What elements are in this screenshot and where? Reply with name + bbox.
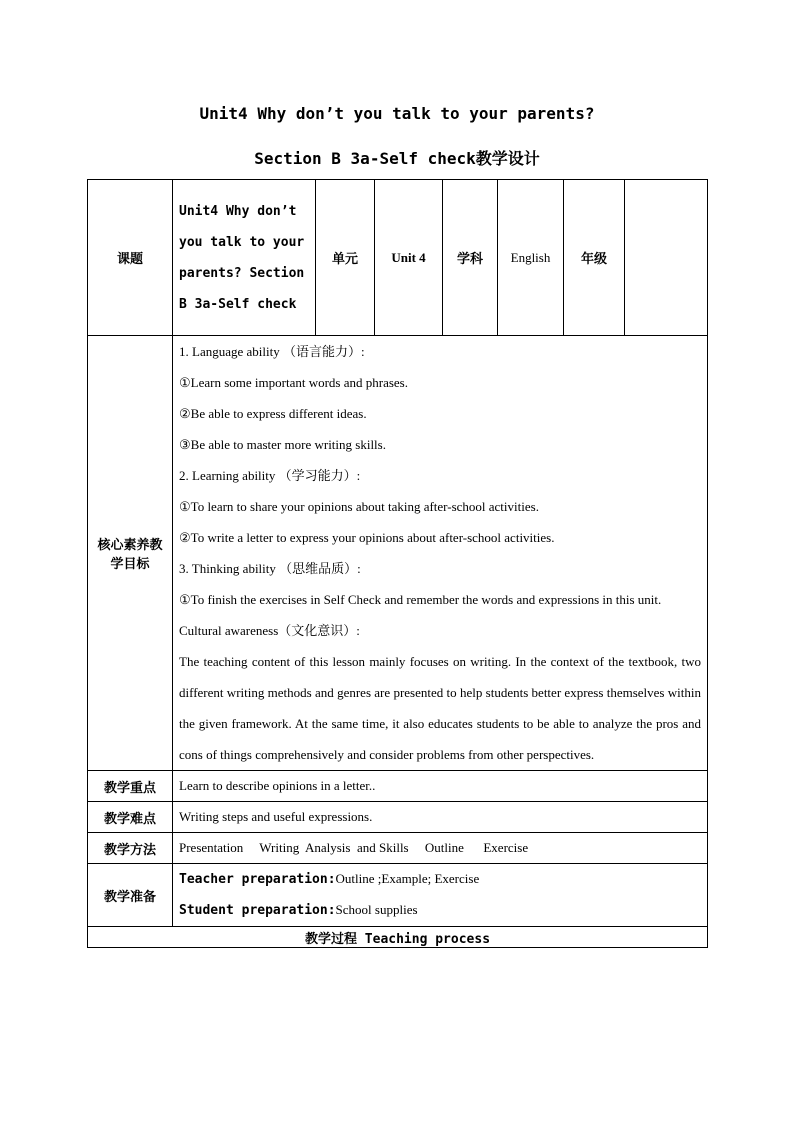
teacher-preparation-value: Outline ;Example; Exercise <box>335 871 480 886</box>
header-row <box>88 180 708 336</box>
teaching-process-title: 教学过程 Teaching process <box>88 927 708 948</box>
preparation-content <box>173 864 708 927</box>
key-points-value: Learn to describe opinions in a letter.. <box>173 771 708 802</box>
difficulties-row <box>88 802 708 833</box>
goal-line: ②Be able to express different ideas. <box>179 406 367 421</box>
student-preparation-label: Student preparation: <box>179 903 336 918</box>
methods-value: Presentation Writing Analysis and Skills Outline Exercise <box>173 833 708 864</box>
goal-line: 2. Learning ability （学习能力）: <box>179 468 361 483</box>
topic-value: Unit4 Why don’t you talk to your parents? Section B 3a-Self check <box>173 180 316 336</box>
difficulties-value: Writing steps and useful expressions. <box>173 802 708 833</box>
teacher-preparation-label: Teacher preparation: <box>179 872 336 887</box>
grade-value <box>625 180 708 336</box>
methods-row <box>88 833 708 864</box>
lesson-plan-table <box>87 179 708 948</box>
key-points-label: 教学重点 <box>88 771 173 802</box>
teacher-preparation <box>179 864 701 895</box>
goals-content <box>173 336 708 771</box>
goal-line: The teaching content of this lesson mainly focuses on writing. In the context of the textbook, two different writing methods and genres are presented to help students better express themselves within the given framework. At the same time, it also educates students to be able to analyze the pros and cons of things comprehensively and consider problems from other perspectives. <box>179 654 701 762</box>
goal-line: Cultural awareness（文化意识）: <box>179 623 360 638</box>
goals-row <box>88 336 708 771</box>
subject-label: 学科 <box>443 180 498 336</box>
student-preparation <box>179 895 701 926</box>
student-preparation-value: School supplies <box>335 902 418 917</box>
difficulties-label: 教学难点 <box>88 802 173 833</box>
preparation-label: 教学准备 <box>88 864 173 927</box>
goals-label: 核心素养教学目标 <box>88 336 173 771</box>
unit-value: Unit 4 <box>375 180 443 336</box>
goal-line: ②To write a letter to express your opinions about after-school activities. <box>179 530 555 545</box>
grade-label: 年级 <box>564 180 625 336</box>
goal-line: 3. Thinking ability （思维品质）: <box>179 561 361 576</box>
topic-label: 课题 <box>88 180 173 336</box>
key-points-row <box>88 771 708 802</box>
goal-line: ①Learn some important words and phrases. <box>179 375 408 390</box>
goal-line: ③Be able to master more writing skills. <box>179 437 386 452</box>
methods-label: 教学方法 <box>88 833 173 864</box>
subject-value: English <box>498 180 564 336</box>
document-title: Unit4 Why don’t you talk to your parents? <box>199 104 595 123</box>
unit-label: 单元 <box>316 180 375 336</box>
goal-line: ①To learn to share your opinions about taking after-school activities. <box>179 499 539 514</box>
process-row <box>88 927 708 948</box>
goal-line: ①To finish the exercises in Self Check and remember the words and expressions in this unit. <box>179 592 662 607</box>
document-subtitle: Section B 3a-Self check教学设计 <box>254 149 540 168</box>
preparation-row <box>88 864 708 927</box>
goal-line: 1. Language ability （语言能力）: <box>179 344 365 359</box>
